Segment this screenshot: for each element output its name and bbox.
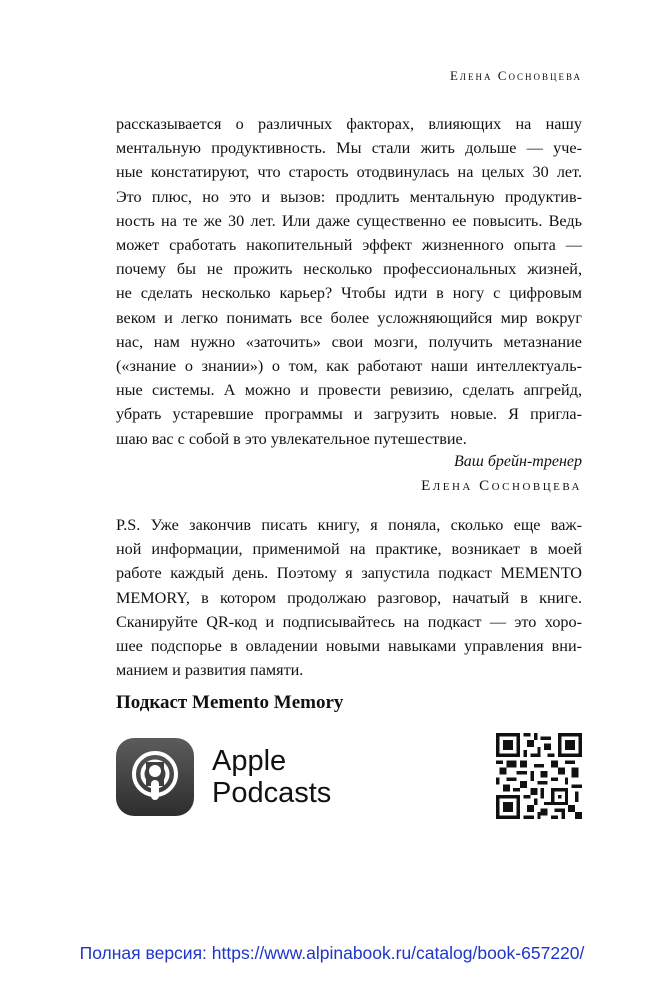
signature-role: Ваш брейн-тренер <box>454 453 582 470</box>
apple-podcasts-label <box>212 745 331 809</box>
qr-code[interactable] <box>496 733 582 819</box>
apple-podcasts-icon <box>116 738 194 816</box>
body-line: веком и легко понимать все более усложняющийся мир вокруг <box>116 308 582 327</box>
signature <box>421 450 582 498</box>
body-line: ментальную продуктивность. Мы стали жить дольше — уче- <box>116 139 582 158</box>
apple-podcasts-line1: Apple <box>212 745 287 777</box>
ps-line: MEMORY, в котором продолжаю разговор, начатый в книге. <box>116 588 582 607</box>
body-line: Это плюс, но это и вызов: продлить ментальную продуктив- <box>116 187 582 206</box>
full-version-link[interactable]: Полная версия: https://www.alpinabook.ru/catalog/book-657220/ <box>79 943 585 963</box>
body-line: ность на те же 30 лет. Или даже существенно ее повысить. Ведь <box>116 211 582 230</box>
ps-line: Сканируйте QR-код и подписывайтесь на подкаст — это хоро- <box>116 612 582 631</box>
ps-paragraph <box>116 513 582 682</box>
running-head: Елена Сосновцева <box>449 68 582 83</box>
ps-line: работе каждый день. Поэтому я запустила подкаст MEMENTO <box>116 564 582 583</box>
ps-line: манием и развития памяти. <box>116 661 304 680</box>
podcast-heading: Подкаст Memento Memory <box>116 692 344 713</box>
body-line: ные констатируют, что старость отодвинулась на целых 30 лет. <box>116 163 582 182</box>
ps-line: P.S. Уже закончив писать книгу, я поняла, сколько еще важ- <box>116 516 582 534</box>
ps-line: ной информации, применимой на практике, возникает в моей <box>116 540 582 559</box>
body-line: убрать устаревшие программы и загрузить новые. Я пригла- <box>116 405 582 424</box>
body-line: не сделать несколько карьер? Чтобы идти в ногу с цифровым <box>116 284 582 303</box>
body-line: шаю вас с собой в это увлекательное путешествие. <box>116 429 467 448</box>
signature-name: Елена Сосновцева <box>421 478 582 494</box>
body-line: («знание о знании») о том, как работают наши интеллектуаль- <box>116 357 582 376</box>
main-paragraph <box>116 112 582 451</box>
body-line: рассказывается о различных факторах, влияющих на нашу <box>116 115 582 133</box>
apple-podcasts-line2: Podcasts <box>212 777 332 809</box>
body-line: нас, нам нужно «заточить» свои мозги, получить метазнание <box>116 332 582 351</box>
apple-podcasts-badge[interactable] <box>116 738 331 816</box>
ps-line: шее подспорье в овладении новыми навыками управления вни- <box>116 637 582 656</box>
body-line: ные системы. А можно и провести ревизию, сделать апгрейд, <box>116 381 582 400</box>
body-line: может сработать накопительный эффект жизненного опыта — <box>116 236 582 255</box>
body-line: почему бы не прожить несколько профессиональных жизней, <box>116 260 582 279</box>
